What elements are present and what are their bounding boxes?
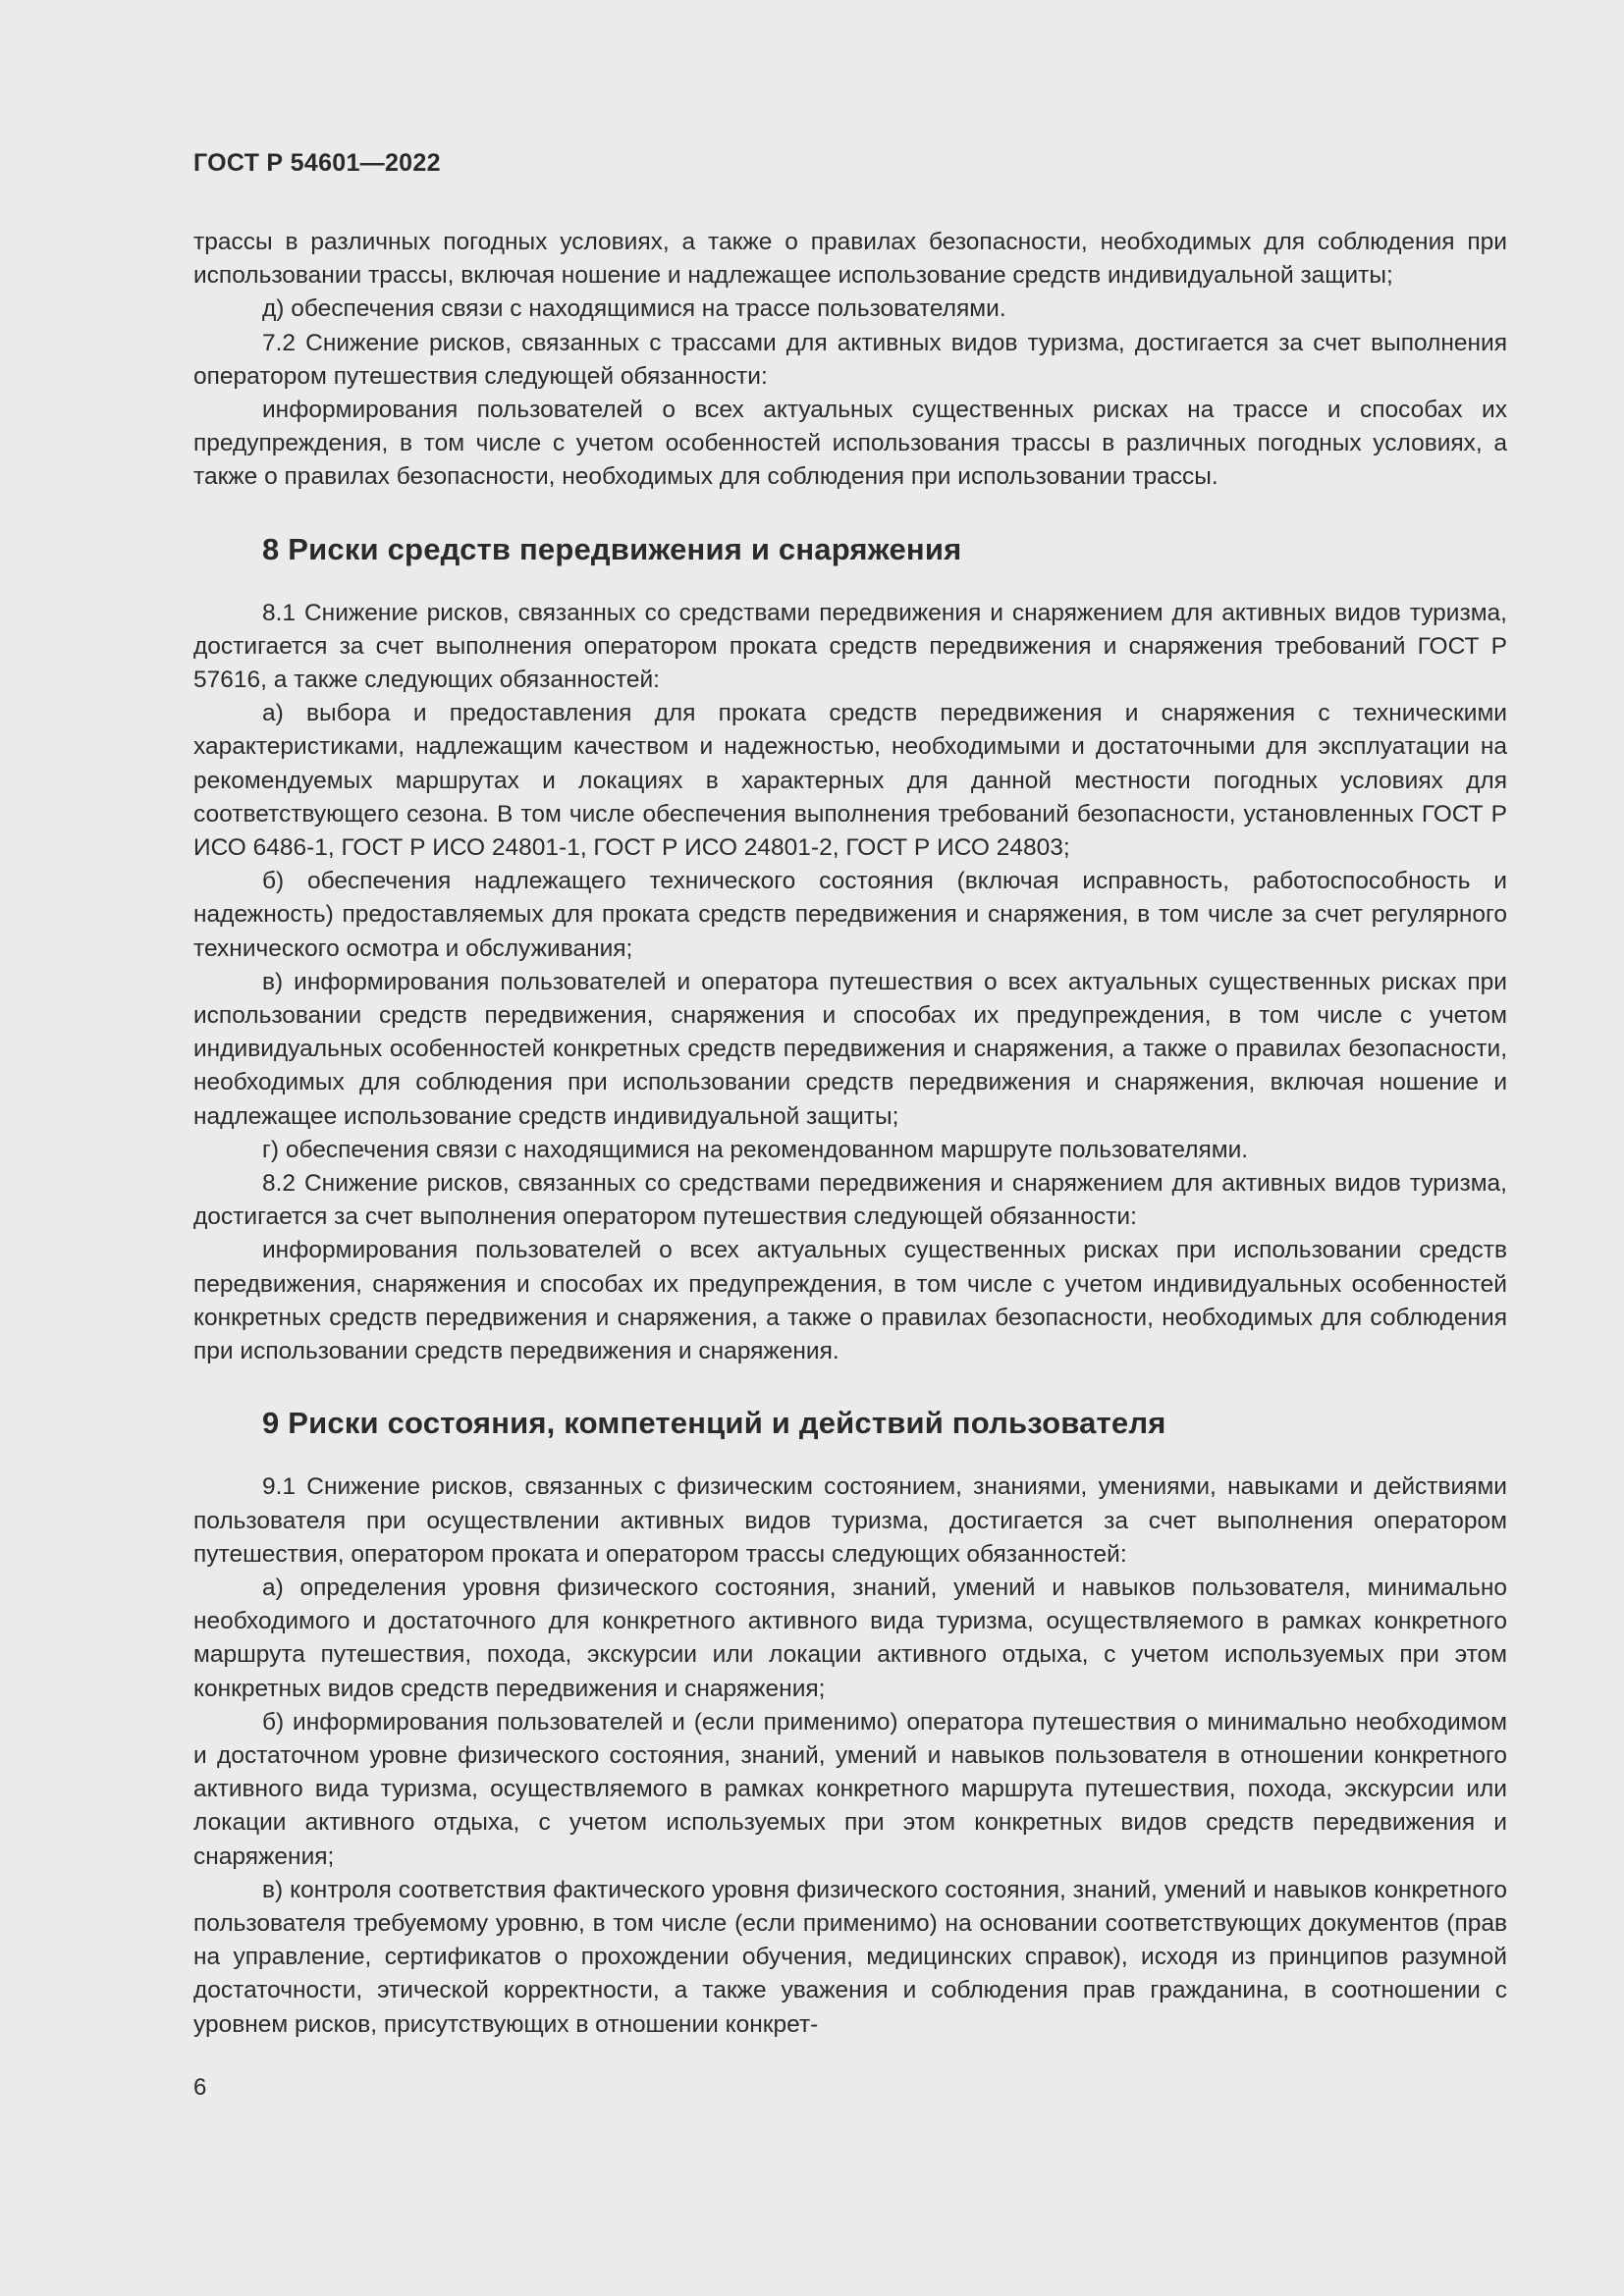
- clause-9-1: 9.1 Снижение рисков, связанных с физическим состоянием, знаниями, умениями, навыками и действиями пользователя при осуществлении активных видов туризма, достигается за счет выполнения оператором путешествия, оператором проката и оператором трассы следующих обязанностей:: [193, 1473, 1507, 1568]
- clause-8-1: 8.1 Снижение рисков, связанных со средствами передвижения и снаряжением для активных видов туризма, достигается за счет выполнения оператором проката средств передвижения и снаряжения требований ГОСТ Р 57616, а также следующих обязанностей:: [193, 599, 1507, 694]
- list-item: в) информирования пользователей и оператора путешествия о всех актуальных существенных рисках при использовании средств передвижения, снаряжения и способах их предупреждения, в том числе с учетом индивидуальных особенностей конкретных средств передвижения и снаряжения, а также о правилах безопасности, необходимых для соблюдения при использовании средств передвижения и снаряжения, включая ношение и надлежащее использование средств индивидуальной защиты;: [193, 968, 1507, 1130]
- list-item: б) информирования пользователей и (если применимо) оператора путешествия о минимально необходимом и достаточном уровне физического состояния, знаний, умений и навыков пользователя в отношении конкретного активного вида туризма, осуществляемого в рамках конкретного маршрута путешествия, похода, экскурсии или локации активного отдыха, с учетом используемых при этом конкретных видов средств передвижения и снаряжения;: [193, 1708, 1507, 1870]
- list-item: в) контроля соответствия фактического уровня физического состояния, знаний, умений и навыков конкретного пользователя требуемому уровню, в том числе (если применимо) на основании соответствующих документов (прав на управление, сертификатов о прохождении обучения, медицинских справок), исходя из принципов разумной достаточности, этической корректности, а также уважения и соблюдения прав гражданина, в соотношении с уровнем рисков, присутствующих в отношении конкрет-: [193, 1876, 1507, 2038]
- list-item: г) обеспечения связи с находящимися на рекомендованном маршруте пользователями.: [262, 1136, 1249, 1163]
- clause-8-2: 8.2 Снижение рисков, связанных со средствами передвижения и снаряжением для активных видов туризма, достигается за счет выполнения оператором путешествия следующей обязанности:: [193, 1170, 1507, 1231]
- list-item: б) обеспечения надлежащего технического состояния (включая исправность, работоспособность и надежность) предоставляемых для проката средств передвижения и снаряжения, в том числе за счет регулярного технического осмотра и обслуживания;: [193, 868, 1507, 962]
- document-page: [193, 0, 1507, 2296]
- section-heading-8: 8 Риски средств передвижения и снаряжения: [262, 531, 962, 566]
- list-item: а) определения уровня физического состояния, знаний, умений и навыков пользователя, минимально необходимого и достаточного для конкретного активного вида туризма, осуществляемого в рамках конкретного маршрута путешествия, похода, экскурсии или локации активного отдыха, с учетом используемых при этом конкретных видов средств передвижения и снаряжения;: [193, 1574, 1507, 1702]
- section-heading-9: 9 Риски состояния, компетенций и действий пользователя: [262, 1406, 1166, 1441]
- page-number: 6: [193, 2074, 207, 2101]
- list-item: а) выбора и предоставления для проката средств передвижения и снаряжения с техническими характеристиками, надлежащим качеством и надежностью, необходимыми и достаточными для эксплуатации на рекомендуемых маршрутах и локациях в характерных для данной местности погодных условиях для соответствующего сезона. В том числе обеспечения выполнения требований безопасности, установленных ГОСТ Р ИСО 6486-1, ГОСТ Р ИСО 24801-1, ГОСТ Р ИСО 24801-2, ГОСТ Р ИСО 24803;: [193, 700, 1507, 862]
- paragraph: трассы в различных погодных условиях, а также о правилах безопасности, необходимых для соблюдения при использовании трассы, включая ношение и надлежащее использование средств индивидуальной защиты;: [193, 229, 1507, 290]
- document-id-header: ГОСТ Р 54601—2022: [193, 149, 441, 177]
- clause-7-2: 7.2 Снижение рисков, связанных с трассами для активных видов туризма, достигается за счет выполнения оператором путешествия следующей обязанности:: [193, 329, 1507, 390]
- paragraph: информирования пользователей о всех актуальных существенных рисках на трассе и способах их предупреждения, в том числе с учетом особенностей использования трассы в различных погодных условиях, а также о правилах безопасности, необходимых для соблюдения при использовании трассы.: [193, 397, 1507, 491]
- paragraph: информирования пользователей о всех актуальных существенных рисках при использовании средств передвижения, снаряжения и способах их предупреждения, в том числе с учетом индивидуальных особенностей конкретных средств передвижения и снаряжения, а также о правилах безопасности, необходимых для соблюдения при использовании средств передвижения и снаряжения.: [193, 1237, 1507, 1365]
- list-item: д) обеспечения связи с находящимися на трассе пользователями.: [262, 295, 1006, 323]
- document-body: [193, 226, 1507, 2042]
